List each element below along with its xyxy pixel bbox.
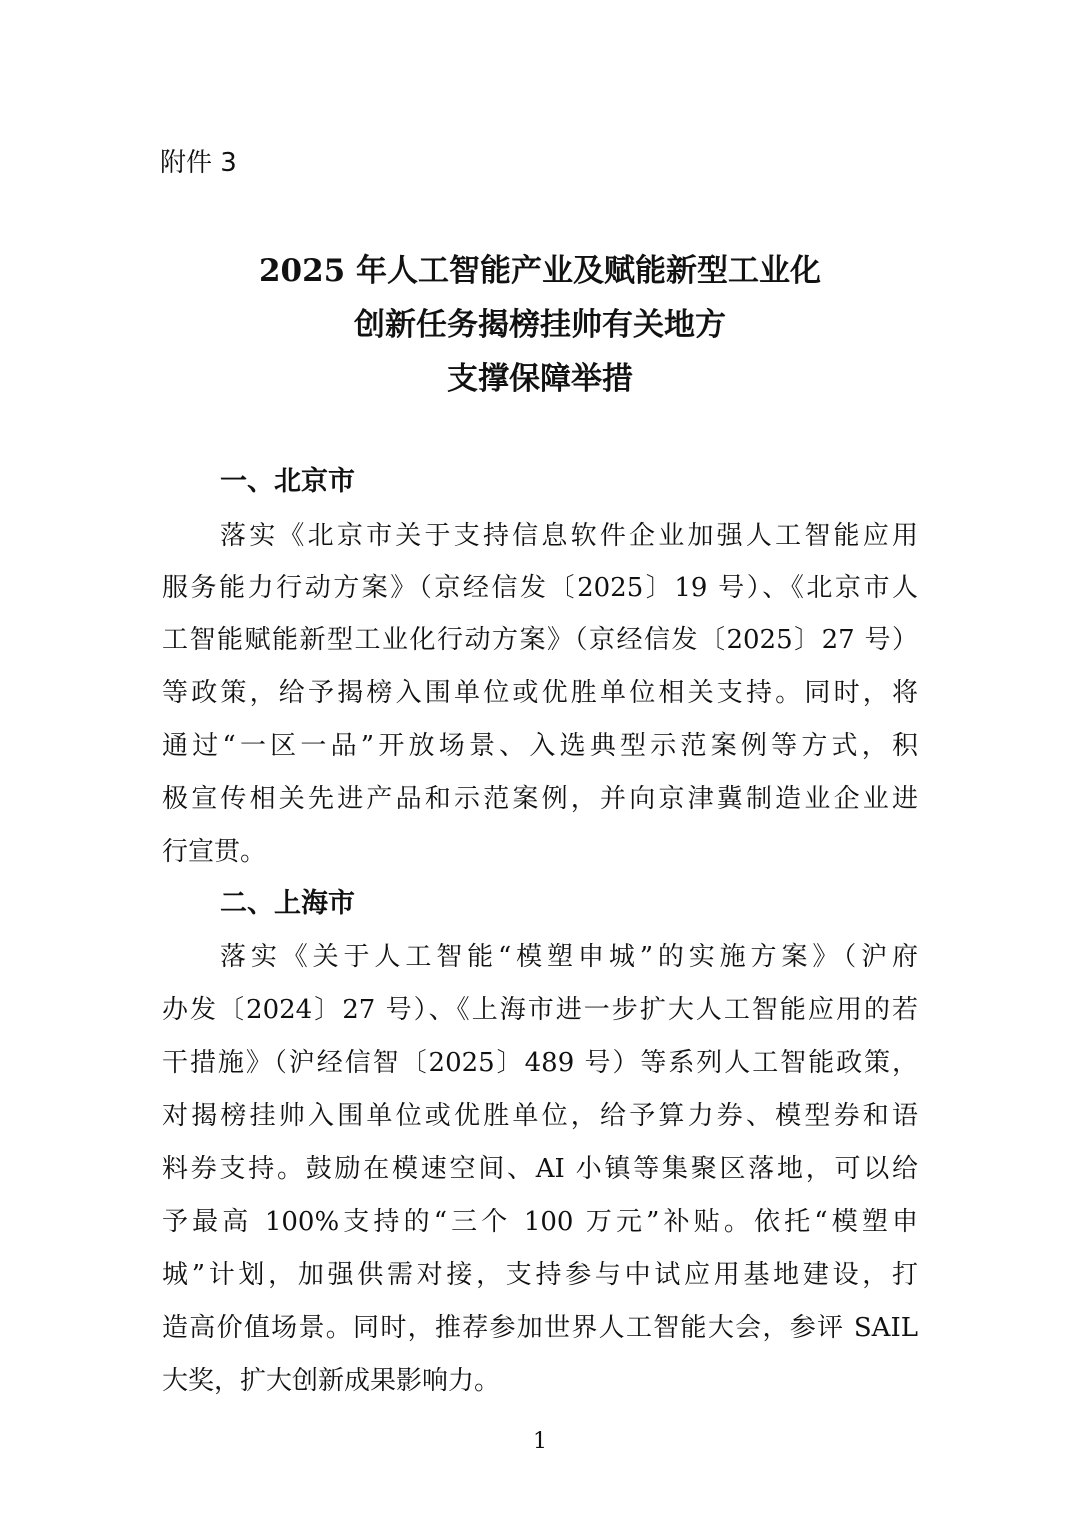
paragraph-line: 服务能力行动方案》（京经信发〔2025〕19 号）、《北京市人: [162, 573, 918, 603]
title-line: 支撑保障举措: [447, 361, 633, 397]
paragraph-line: 造高价值场景。同时，推荐参加世界人工智能大会，参评 SAIL: [162, 1313, 918, 1343]
section-heading-beijing: 一、北京市: [220, 466, 355, 497]
paragraph-line: 等政策，给予揭榜入围单位或优胜单位相关支持。同时，将: [162, 678, 918, 708]
paragraph-line: 极宣传相关先进产品和示范案例，并向京津冀制造业企业进: [162, 784, 918, 814]
paragraph-line: 落实《关于人工智能“模塑申城”的实施方案》（沪府: [220, 942, 918, 972]
paragraph-line: 大奖，扩大创新成果影响力。: [162, 1366, 501, 1396]
paragraph-line: 办发〔2024〕27 号）、《上海市进一步扩大人工智能应用的若: [162, 995, 918, 1025]
paragraph-line: 予最高 100%支持的“三个 100 万元”补贴。依托“模塑申: [162, 1207, 918, 1237]
paragraph-line: 对揭榜挂帅入围单位或优胜单位，给予算力券、模型券和语: [162, 1101, 918, 1131]
attachment-label: 附件 3: [160, 148, 237, 178]
page-number: 1: [533, 1429, 547, 1454]
paragraph-line: 干措施》（沪经信智〔2025〕489 号）等系列人工智能政策，: [162, 1048, 918, 1078]
paragraph-line: 行宣贯。: [162, 837, 267, 867]
document-title: [160, 244, 920, 406]
paragraph-line: 通过“一区一品”开放场景、入选典型示范案例等方式，积: [162, 731, 918, 761]
paragraph-line: 城”计划，加强供需对接，支持参与中试应用基地建设，打: [162, 1260, 918, 1290]
section-heading-shanghai: 二、上海市: [220, 888, 355, 919]
paragraph-line: 落实《北京市关于支持信息软件企业加强人工智能应用: [220, 521, 918, 551]
title-line: 创新任务揭榜挂帅有关地方: [354, 307, 726, 343]
paragraph-line: 工智能赋能新型工业化行动方案》（京经信发〔2025〕27 号）: [162, 625, 918, 655]
title-line: 2025 年人工智能产业及赋能新型工业化: [258, 253, 822, 289]
paragraph-line: 料券支持。鼓励在模速空间、AI 小镇等集聚区落地，可以给: [162, 1154, 918, 1184]
